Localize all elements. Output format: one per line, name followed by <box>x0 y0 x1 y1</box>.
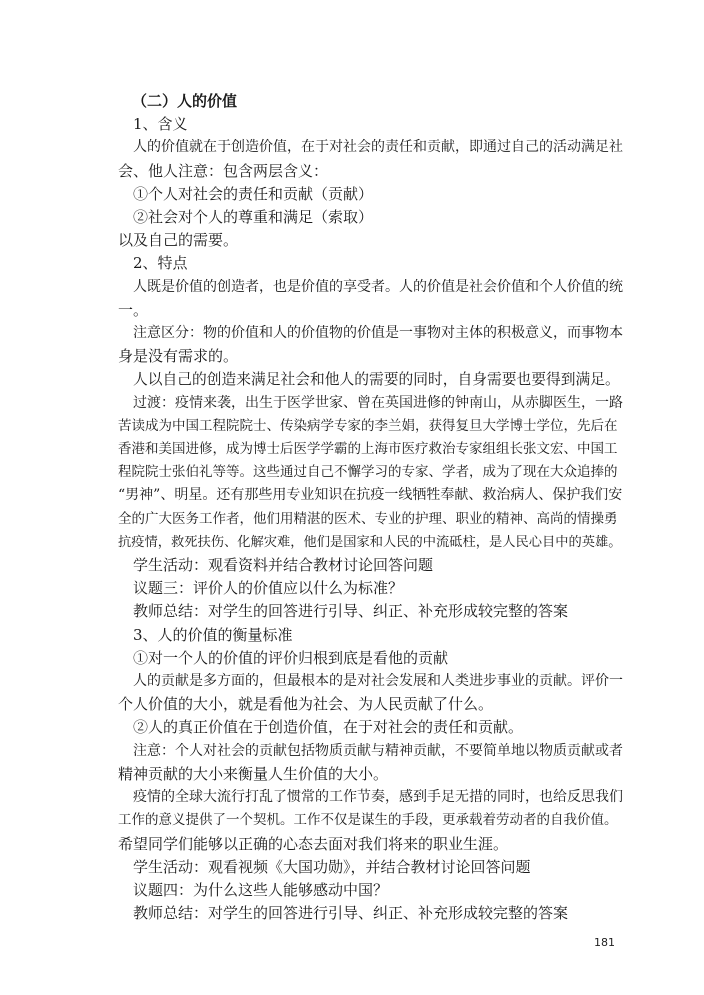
text-line: 议题四：为什么这些人能够感动中国？ <box>133 880 389 899</box>
text-line: 3、人的价值的衡量标准 <box>133 625 293 644</box>
text-line: 2、特点 <box>133 254 188 273</box>
text-line: 人既是价值的创造者，也是价值的享受者。人的价值是社会价值和个人价值的统 <box>133 278 623 295</box>
text-line: 会、他人注意：包含两层含义： <box>118 161 329 180</box>
text-line: 学生活动：观看视频《大国功勋》，并结合教材讨论回答问题 <box>133 857 531 876</box>
text-line: 人的价值就在于创造价值，在于对社会的责任和贡献，即通过自己的活动满足社 <box>133 139 623 156</box>
text-line: 议题三：评价人的价值应以什么为标准？ <box>133 579 404 598</box>
text-line: “男神”、明星。还有那些用专业知识在抗疫一线牺牲奉献、救治病人、保护我们安 <box>118 487 623 504</box>
text-line: 学生活动：观看资料并结合教材讨论回答问题 <box>133 556 434 575</box>
body-text <box>118 113 626 925</box>
text-line: ①对一个人的价值的评价归根到底是看他的贡献 <box>133 648 449 667</box>
text-line: 人以自己的创造来满足社会和他人的需要的同时，自身需要也要得到满足。 <box>133 371 620 389</box>
text-line: ②人的真正价值在于创造价值，在于对社会的责任和贡献。 <box>133 718 524 737</box>
text-line: 以及自己的需要。 <box>118 231 239 250</box>
section-title: （二）人的价值 <box>132 92 238 110</box>
text-line: 过渡：疫情来袭，出生于医学世家、曾在英国进修的钟南山，从赤脚医生，一路 <box>133 394 623 411</box>
text-line: 香港和美国进修，成为博士后医学学霸的上海市医疗救治专家组组长张文宏、中国工 <box>118 441 618 458</box>
text-line: 人的贡献是多方面的，但最根本的是对社会发展和人类进步事业的贡献。评价一 <box>133 673 623 690</box>
text-line: 一。 <box>118 300 149 319</box>
page-content <box>118 90 626 925</box>
text-line: 希望同学们能够以正确的心态去面对我们将来的职业生涯。 <box>118 834 509 853</box>
text-line: 注意：个人对社会的贡献包括物质贡献与精神贡献，不要简单地以物质贡献或者 <box>133 742 623 759</box>
text-line: 注意区分：物的价值和人的价值物的价值是一事物对主体的积极意义，而事物本 <box>133 325 623 342</box>
text-line: 教师总结：对学生的回答进行引导、纠正、补充形成较完整的答案 <box>133 904 569 923</box>
text-line: 抗疫情，救死扶伤、化解灾难，他们是国家和人民的中流砥柱，是人民心目中的英雄。 <box>118 534 622 550</box>
text-line: 工作的意义提供了一个契机。工作不仅是谋生的手段，更承载着劳动者的自我价值。 <box>118 812 618 829</box>
text-line: 程院院士张伯礼等等。这些通过自己不懈学习的专家、学者，成为了现在大众追捧的 <box>118 464 618 481</box>
text-line: 身是没有需求的。 <box>118 347 239 366</box>
text-line: 全的广大医务工作者，他们用精湛的医术、专业的护理、职业的精神、高尚的情操勇 <box>118 510 618 527</box>
text-line: ①个人对社会的责任和贡献（贡献） <box>133 184 374 203</box>
page-number: 181 <box>594 936 615 949</box>
text-line: 1、含义 <box>133 115 188 134</box>
text-line: 精神贡献的大小来衡量人生价值的大小。 <box>118 764 389 783</box>
text-line: 教师总结：对学生的回答进行引导、纠正、补充形成较完整的答案 <box>133 602 569 621</box>
text-line: 个人价值的大小，就是看他为社会、为人民贡献了什么。 <box>118 695 494 714</box>
text-line: ②社会对个人的尊重和满足（索取） <box>133 208 374 227</box>
text-line: 疫情的全球大流行打乱了惯常的工作节奏，感到手足无措的同时，也给反思我们 <box>133 789 623 806</box>
text-line: 苦读成为中国工程院院士、传染病学专家的李兰娟，获得复旦大学博士学位，先后在 <box>118 417 618 434</box>
